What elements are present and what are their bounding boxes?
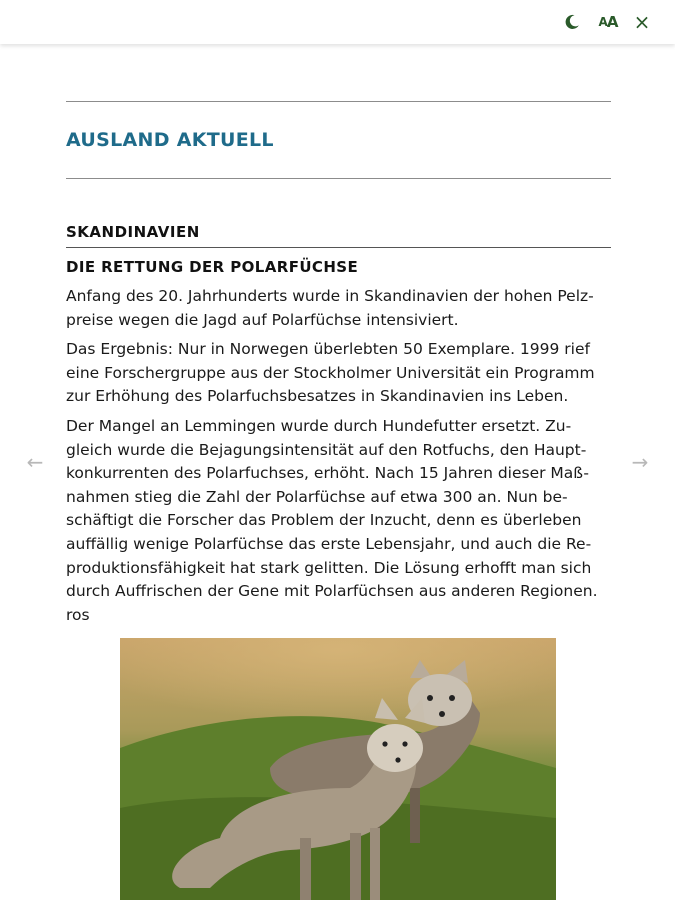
next-arrow-glyph: → <box>631 450 649 474</box>
arctic-fox-illustration <box>120 638 556 900</box>
paragraph-line: eine Forschergruppe aus der Stockholmer Universität ein Programm <box>66 363 595 382</box>
region-divider <box>66 247 611 248</box>
font-size-small-a: A <box>598 15 607 29</box>
paragraph-line: gleich wurde die Bejagungsintensität auf den Rotfuchs, den Haupt- <box>66 440 587 459</box>
font-size-button[interactable] <box>594 10 622 34</box>
prev-arrow-glyph: ← <box>26 450 44 474</box>
paragraph-3 <box>66 415 611 627</box>
close-glyph: × <box>633 10 651 34</box>
paragraph-line: Der Mangel an Lemmingen wurde durch Hundefutter ersetzt. Zu- <box>66 416 572 435</box>
paragraph-line: nahmen stieg die Zahl der Polarfüchse auf etwa 300 an. Nun be- <box>66 487 568 506</box>
reader-toolbar <box>0 0 675 44</box>
close-icon[interactable] <box>630 10 654 34</box>
section-title: AUSLAND AKTUELL <box>66 129 274 151</box>
paragraph-2 <box>66 338 611 409</box>
paragraph-line: zur Erhöhung des Polarfuchsbesatzes in Skandinavien ins Leben. <box>66 387 569 406</box>
moon-icon[interactable] <box>560 10 584 34</box>
paragraph-line: Anfang des 20. Jahrhunderts wurde in Skandinavien der hohen Pelz- <box>66 287 594 305</box>
article-content <box>66 44 611 627</box>
arctic-fox-photo <box>120 638 556 900</box>
paragraph-1 <box>66 285 611 332</box>
top-divider <box>66 101 611 102</box>
moon-icon-glyph <box>563 13 581 31</box>
paragraph-line: konkurrenten des Polarfuchses, erhöht. Nach 15 Jahren dieser Maß- <box>66 464 589 483</box>
prev-page-arrow-icon[interactable] <box>23 450 47 474</box>
paragraph-line: schäftigt die Forscher das Problem der Inzucht, denn es überleben <box>66 511 582 530</box>
paragraph-line: produktionsfähigkeit hat stark gelitten. Die Lösung erhofft man sich <box>66 558 592 577</box>
paragraph-line: ros <box>66 605 90 624</box>
article-headline: DIE RETTUNG DER POLARFÜCHSE <box>66 258 359 276</box>
paragraph-line: preise wegen die Jagd auf Polarfüchse intensiviert. <box>66 310 459 329</box>
font-size-big-a: A <box>606 13 618 31</box>
region-label: SKANDINAVIEN <box>66 223 200 241</box>
section-divider <box>66 178 611 179</box>
paragraph-line: auffällig wenige Polarfüchse das erste Lebensjahr, und auch die Re- <box>66 534 592 553</box>
next-page-arrow-icon[interactable] <box>628 450 652 474</box>
paragraph-line: Das Ergebnis: Nur in Norwegen überlebten 50 Exemplare. 1999 rief <box>66 340 590 359</box>
paragraph-line: durch Auffrischen der Gene mit Polarfüchsen aus anderen Regionen. <box>66 582 598 601</box>
